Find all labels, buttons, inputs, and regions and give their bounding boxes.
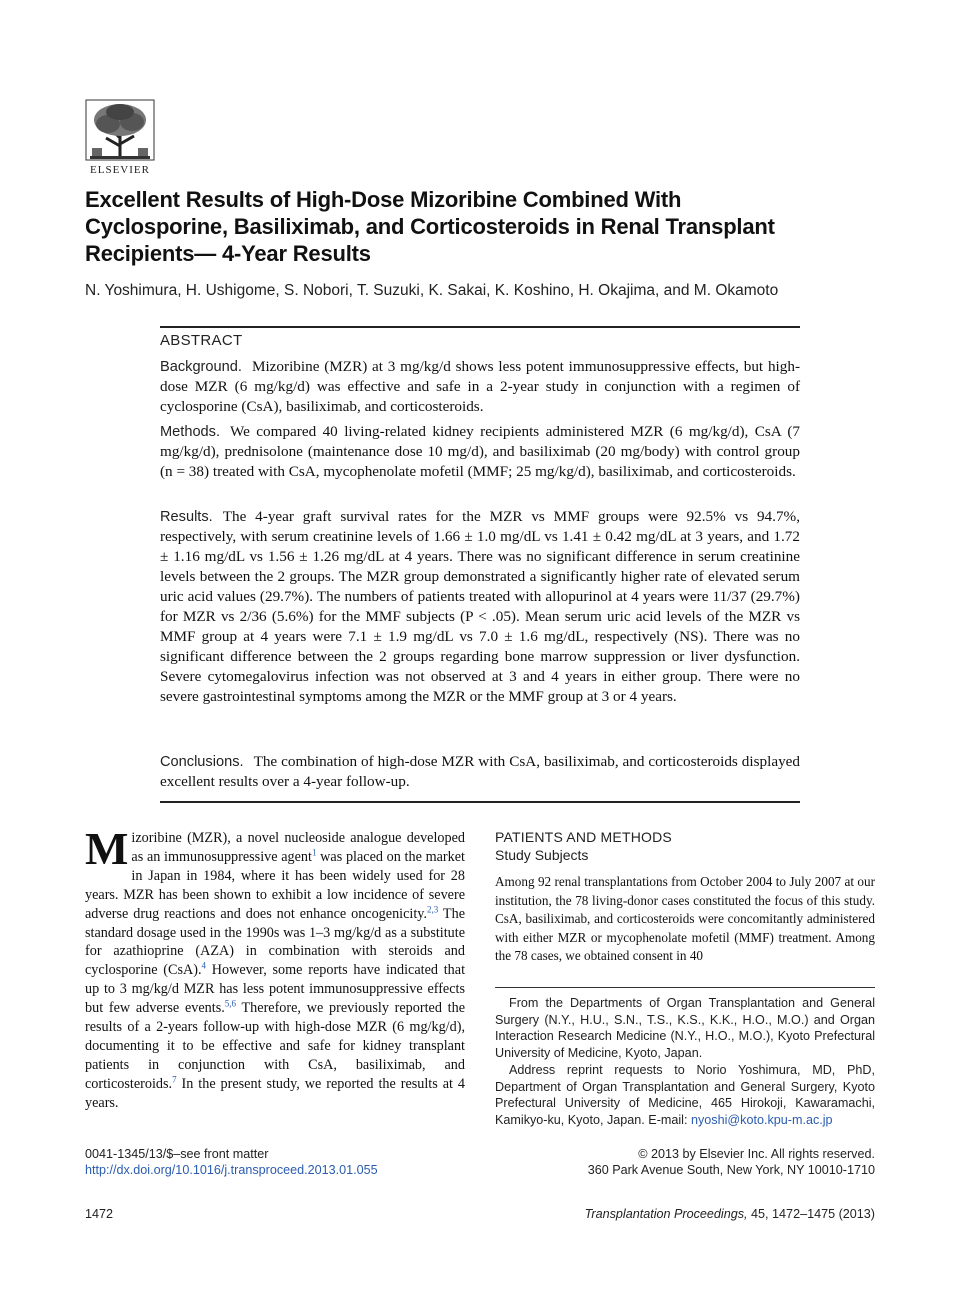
journal-volume-pages: 45, 1472–1475 (2013) bbox=[747, 1207, 875, 1221]
abstract-conclusions-label: Conclusions. bbox=[160, 754, 244, 770]
intro-text: In the present study, we reported the results at 4 years. bbox=[85, 1075, 465, 1111]
affiliation-note: From the Departments of Organ Transplantation and General Surgery (N.Y., H.U., S.N., T.S., K.S., K.K., H.O., M.O.) and Organ Interaction Research Medicine (N.Y., H.O., M.O.), Kyoto Prefectural University of Medicine, Kyoto, Japan. bbox=[495, 996, 875, 1060]
abstract-background-label: Background. bbox=[160, 359, 242, 375]
subsection-heading: Study Subjects bbox=[495, 847, 589, 863]
publisher-address: 360 Park Avenue South, New York, NY 10010-1710 bbox=[587, 1163, 875, 1177]
introduction-paragraph bbox=[85, 823, 466, 1113]
issn-line: 0041-1345/13/$–see front matter bbox=[85, 1147, 269, 1161]
abstract-top-rule bbox=[160, 326, 800, 328]
intro-text: Therefore, we previously reported the results of a 2-years follow-up with high-dose MZR (6 mg/kg/d), documenting it to be effective and safe for kidney transplant patients in conjunction with CsA, basiliximab, and corticosteroids. bbox=[85, 1000, 466, 1092]
abstract-conclusions-text: The combination of high-dose MZR with CsA, basiliximab, and corticosteroids displayed excellent results over a 4-year follow-up. bbox=[160, 753, 800, 790]
affiliation-rule bbox=[495, 987, 875, 988]
abstract-results-text: The 4-year graft survival rates for the MZR vs MMF groups were 92.5% vs 94.7%, respectively, with serum creatinine levels of 1.66 ± 1.0 mg/dL vs 1.41 ± 0.42 mg/dL at 3 years, and 1.72 ± 1.16 mg/dL vs 1.56 ± 1.26 mg/dL at 4 years. There was no significant difference in serum creatinine levels between the 2 groups. The MZR group demonstrated a significantly higher rate of elevated serum uric acid values (29.7%). The numbers of patients treated with allopurinol at 4 years were 11/37 (29.7%) for MZR vs 2/36 (5.6%) for the MMF subjects (P < .05). Mean serum uric acid levels of the MZR vs MMF group at 4 years were 7.1 ± 1.9 mg/dL vs 7.0 ± 1.6 mg/dL, respectively (NS). There was no significant difference between the 2 groups regarding bone marrow suppression or liver dysfunction. Severe cytomegalovirus infection was not observed at 3 and 4 years in either group. There were no severe gastrointestinal symptoms among the MZR or the MMF group at 3 or 4 years. bbox=[160, 508, 800, 705]
copyright-line: © 2013 by Elsevier Inc. All rights reserved. bbox=[638, 1147, 875, 1161]
author-list: N. Yoshimura, H. Ushigome, S. Nobori, T. Suzuki, K. Sakai, K. Koshino, H. Okajima, and M. Okamoto bbox=[85, 282, 779, 299]
intro-text: The standard dosage used in the 1990s was 1–3 mg/kg/d as a substitute for azathioprine (AZA) in combination with steroids and cyclosporine (CsA). bbox=[85, 905, 465, 979]
citation-link[interactable]: 4 bbox=[201, 960, 206, 971]
logo-wordmark: ELSEVIER bbox=[90, 164, 150, 176]
reprint-note bbox=[495, 1062, 875, 1128]
intro-text: However, some reports have indicated that up to 3 mg/kg/d MZR has less potent immunosuppressive effects but few adverse events. bbox=[85, 962, 466, 1017]
doi-link[interactable]: http://dx.doi.org/10.1016/j.transproceed.2013.01.055 bbox=[85, 1163, 378, 1177]
abstract-methods-text: We compared 40 living-related kidney recipients administered MZR (6 mg/kg/d), CsA (7 mg/kg/d), prednisolone (maintenance dose 10 mg/d), and basiliximab (20 mg/body) with control group (n = 38) treated with CsA, mycophenolate mofetil (MMF; 25 mg/kg/d), basiliximab, and corticosteroids. bbox=[160, 423, 800, 480]
elsevier-tree-icon bbox=[84, 98, 156, 162]
abstract-results bbox=[160, 507, 800, 707]
abstract-methods bbox=[160, 422, 800, 482]
reprint-text: Address reprint requests to Norio Yoshimura, MD, PhD, Department of Organ Transplantation and General Surgery, Kyoto Prefectural University of Medicine, 465 Hirokoji, Kawaramachi, Kamikyo-ku, Kyoto, Japan. E-mail: bbox=[495, 1063, 875, 1127]
abstract-bottom-rule bbox=[160, 801, 800, 803]
abstract-conclusions bbox=[160, 752, 800, 792]
citation-link[interactable]: 5,6 bbox=[224, 998, 237, 1009]
methods-paragraph: Among 92 renal transplantations from October 2004 to July 2007 at our institution, the 78 living-donor cases constituted the focus of this study. CsA, basiliximab, and corticosteroids were concomitantly administered with either MZR or mycophenolate mofetil (MMF) treatment. Among the 78 cases, we obtained consent in 40 bbox=[495, 874, 875, 964]
citation-link[interactable]: 2,3 bbox=[427, 903, 439, 914]
page-number: 1472 bbox=[85, 1207, 114, 1221]
drop-cap: M bbox=[85, 823, 129, 874]
section-heading: PATIENTS AND METHODS bbox=[495, 829, 672, 845]
abstract-heading: ABSTRACT bbox=[160, 332, 243, 349]
citation-link[interactable]: 1 bbox=[311, 847, 317, 858]
abstract-results-label: Results. bbox=[160, 509, 213, 525]
abstract-methods-label: Methods. bbox=[160, 424, 221, 440]
article-title: Excellent Results of High-Dose Mizoribine Combined With Cyclosporine, Basiliximab, and Corticosteroids in Renal Transplant Recipients— 4-Year Results bbox=[85, 187, 775, 266]
abstract-background bbox=[160, 357, 800, 417]
journal-citation bbox=[585, 1207, 875, 1221]
intro-text: izoribine (MZR), a novel nucleoside analogue developed as an immunosuppressive agent bbox=[131, 830, 465, 865]
citation-link[interactable]: 7 bbox=[172, 1074, 177, 1085]
elsevier-logo bbox=[84, 98, 156, 180]
intro-text: was placed on the market in Japan in 1984, where it has been widely used for 28 years. MZR has been shown to exhibit a low incidence of severe adverse drug reactions and does not enhance oncogenicity. bbox=[85, 848, 465, 922]
abstract-background-text: Mizoribine (MZR) at 3 mg/kg/d shows less potent immunosuppressive effects, but high-dose MZR (6 mg/kg/d) was effective and safe in a 2-year study in conjunction with a regimen of cyclosporine (CsA), basiliximab, and corticosteroids. bbox=[160, 358, 800, 415]
journal-name: Transplantation Proceedings, bbox=[584, 1207, 748, 1221]
email-link[interactable]: nyoshi@koto.kpu-m.ac.jp bbox=[690, 1112, 833, 1127]
